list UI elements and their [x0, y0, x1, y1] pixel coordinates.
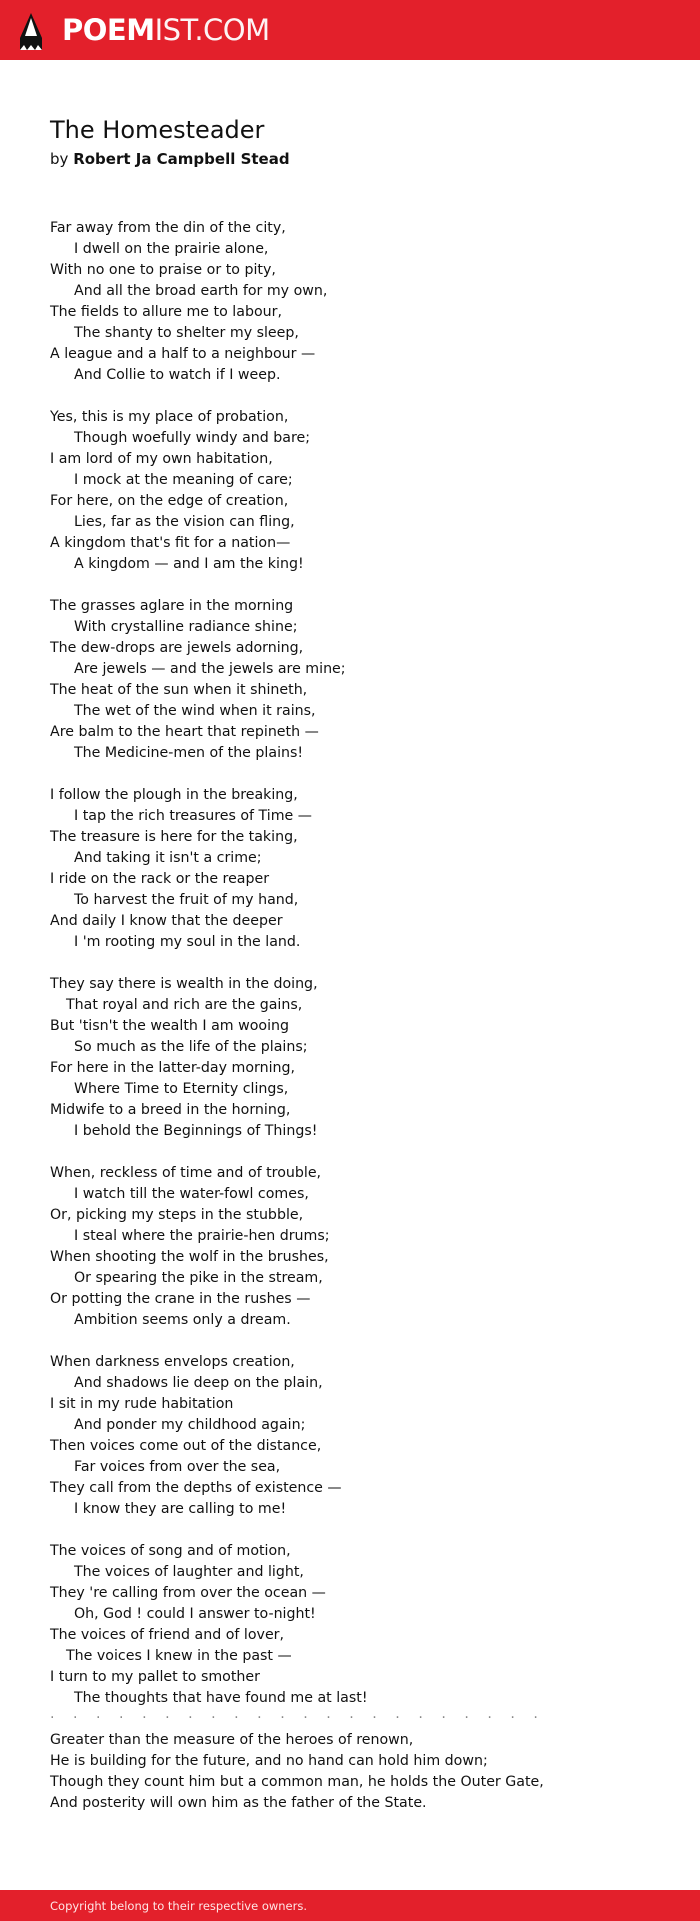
poem-line: And ponder my childhood again; — [74, 1417, 306, 1433]
poem-line: Far away from the din of the city, — [50, 220, 286, 236]
poem-line: They call from the depths of existence — — [50, 1480, 342, 1496]
poem-line: I sit in my rude habitation — [50, 1396, 234, 1412]
copyright-text: Copyright belong to their respective owners. — [50, 1899, 308, 1913]
poem-line: The voices I knew in the past — — [66, 1648, 292, 1664]
stanza-gap — [50, 1331, 670, 1352]
poem-line: And posterity will own him as the father of the State. — [50, 1795, 427, 1811]
poem-line: Or spearing the pike in the stream, — [74, 1270, 323, 1286]
poem-line: He is building for the future, and no hand can hold him down; — [50, 1753, 488, 1769]
stanza-gap — [50, 1142, 670, 1163]
stanza-separator: . . . . . . . . . . . . . . . . . . . . . . — [50, 1709, 545, 1722]
poem-line: Or, picking my steps in the stubble, — [50, 1207, 304, 1223]
poem-body — [50, 218, 670, 1814]
poem-line: Or potting the crane in the rushes — — [50, 1291, 311, 1307]
poem-line: The voices of song and of motion, — [50, 1543, 291, 1559]
poem-line: And daily I know that the deeper — [50, 913, 283, 929]
poem-line: And all the broad earth for my own, — [74, 283, 328, 299]
poem-line: With no one to praise or to pity, — [50, 262, 276, 278]
poem-line: Greater than the measure of the heroes of renown, — [50, 1732, 414, 1748]
stanza-gap — [50, 1520, 670, 1541]
poem-line: The treasure is here for the taking, — [50, 829, 298, 845]
poem-line: So much as the life of the plains; — [74, 1039, 308, 1055]
poem-line: I follow the plough in the breaking, — [50, 787, 298, 803]
poem-line: A kingdom — and I am the king! — [74, 556, 304, 572]
poem-line: Then voices come out of the distance, — [50, 1438, 322, 1454]
stanza-gap — [50, 386, 670, 407]
stanza-gap — [50, 575, 670, 596]
poem-line: I am lord of my own habitation, — [50, 451, 273, 467]
poem-line: The grasses aglare in the morning — [50, 598, 294, 614]
poem-line: They 're calling from over the ocean — — [50, 1585, 326, 1601]
poem-line: Oh, God ! could I answer to-night! — [74, 1606, 316, 1622]
poem-line: Midwife to a breed in the horning, — [50, 1102, 291, 1118]
poem-line: Lies, far as the vision can fling, — [74, 514, 295, 530]
poem-line: They say there is wealth in the doing, — [50, 976, 318, 992]
poem-line: When darkness envelops creation, — [50, 1354, 295, 1370]
poem-line: The shanty to shelter my sleep, — [74, 325, 299, 341]
poem-line: The heat of the sun when it shineth, — [50, 682, 308, 698]
poem-line: I dwell on the prairie alone, — [74, 241, 269, 257]
poem-line: The voices of laughter and light, — [74, 1564, 304, 1580]
poem-line: The thoughts that have found me at last! — [74, 1690, 368, 1706]
poem-line: When shooting the wolf in the brushes, — [50, 1249, 329, 1265]
byline — [50, 148, 290, 170]
poem-line: Though woefully windy and bare; — [74, 430, 311, 446]
poem-line: Yes, this is my place of probation, — [50, 409, 289, 425]
logo-bold-text: POEM — [62, 13, 155, 47]
poem-line: But 'tisn't the wealth I am wooing — [50, 1018, 290, 1034]
site-footer — [0, 1890, 700, 1921]
poem-line: That royal and rich are the gains, — [66, 997, 303, 1013]
poem-line: I ride on the rack or the reaper — [50, 871, 270, 887]
poem-line: And shadows lie deep on the plain, — [74, 1375, 323, 1391]
poem-line: The voices of friend and of lover, — [50, 1627, 285, 1643]
poem-line: I tap the rich treasures of Time — — [74, 808, 312, 824]
logo-light-text: IST.COM — [154, 13, 270, 47]
pen-nib-icon[interactable] — [18, 12, 44, 52]
stanza-gap — [50, 953, 670, 974]
site-header — [0, 0, 700, 60]
poem-line: A league and a half to a neighbour — — [50, 346, 316, 362]
poem-line: And taking it isn't a crime; — [74, 850, 262, 866]
poem-line: A kingdom that's fit for a nation— — [50, 535, 291, 551]
poem-line: I turn to my pallet to smother — [50, 1669, 260, 1685]
poem-line: Ambition seems only a dream. — [74, 1312, 291, 1328]
poem-line: The Medicine-men of the plains! — [74, 745, 304, 761]
stanza-gap — [50, 764, 670, 785]
poem-line: The dew-drops are jewels adorning, — [50, 640, 304, 656]
poem-line: Far voices from over the sea, — [74, 1459, 281, 1475]
poem-line: To harvest the fruit of my hand, — [74, 892, 299, 908]
byline-prefix: by — [50, 150, 69, 168]
poem-line: The fields to allure me to labour, — [50, 304, 282, 320]
poem-line: When, reckless of time and of trouble, — [50, 1165, 322, 1181]
poem-line: And Collie to watch if I weep. — [74, 367, 281, 383]
poem-line: I watch till the water-fowl comes, — [74, 1186, 309, 1202]
site-logo[interactable] — [62, 10, 270, 50]
poem-line: I behold the Beginnings of Things! — [74, 1123, 318, 1139]
poem-line: With crystalline radiance shine; — [74, 619, 298, 635]
poem-line: Where Time to Eternity clings, — [74, 1081, 289, 1097]
poem-line: I steal where the prairie-hen drums; — [74, 1228, 330, 1244]
author-link[interactable]: Robert Ja Campbell Stead — [73, 150, 290, 168]
poem-line: The wet of the wind when it rains, — [74, 703, 316, 719]
poem-line: For here, on the edge of creation, — [50, 493, 289, 509]
poem-line: Though they count him but a common man, he holds the Outer Gate, — [50, 1774, 544, 1790]
poem-line: I 'm rooting my soul in the land. — [74, 934, 301, 950]
poem-line: I know they are calling to me! — [74, 1501, 287, 1517]
poem-line: For here in the latter-day morning, — [50, 1060, 296, 1076]
poem-line: I mock at the meaning of care; — [74, 472, 293, 488]
poem-line: Are balm to the heart that repineth — — [50, 724, 319, 740]
poem-title: The Homesteader — [50, 116, 265, 144]
poem-line: Are jewels — and the jewels are mine; — [74, 661, 346, 677]
